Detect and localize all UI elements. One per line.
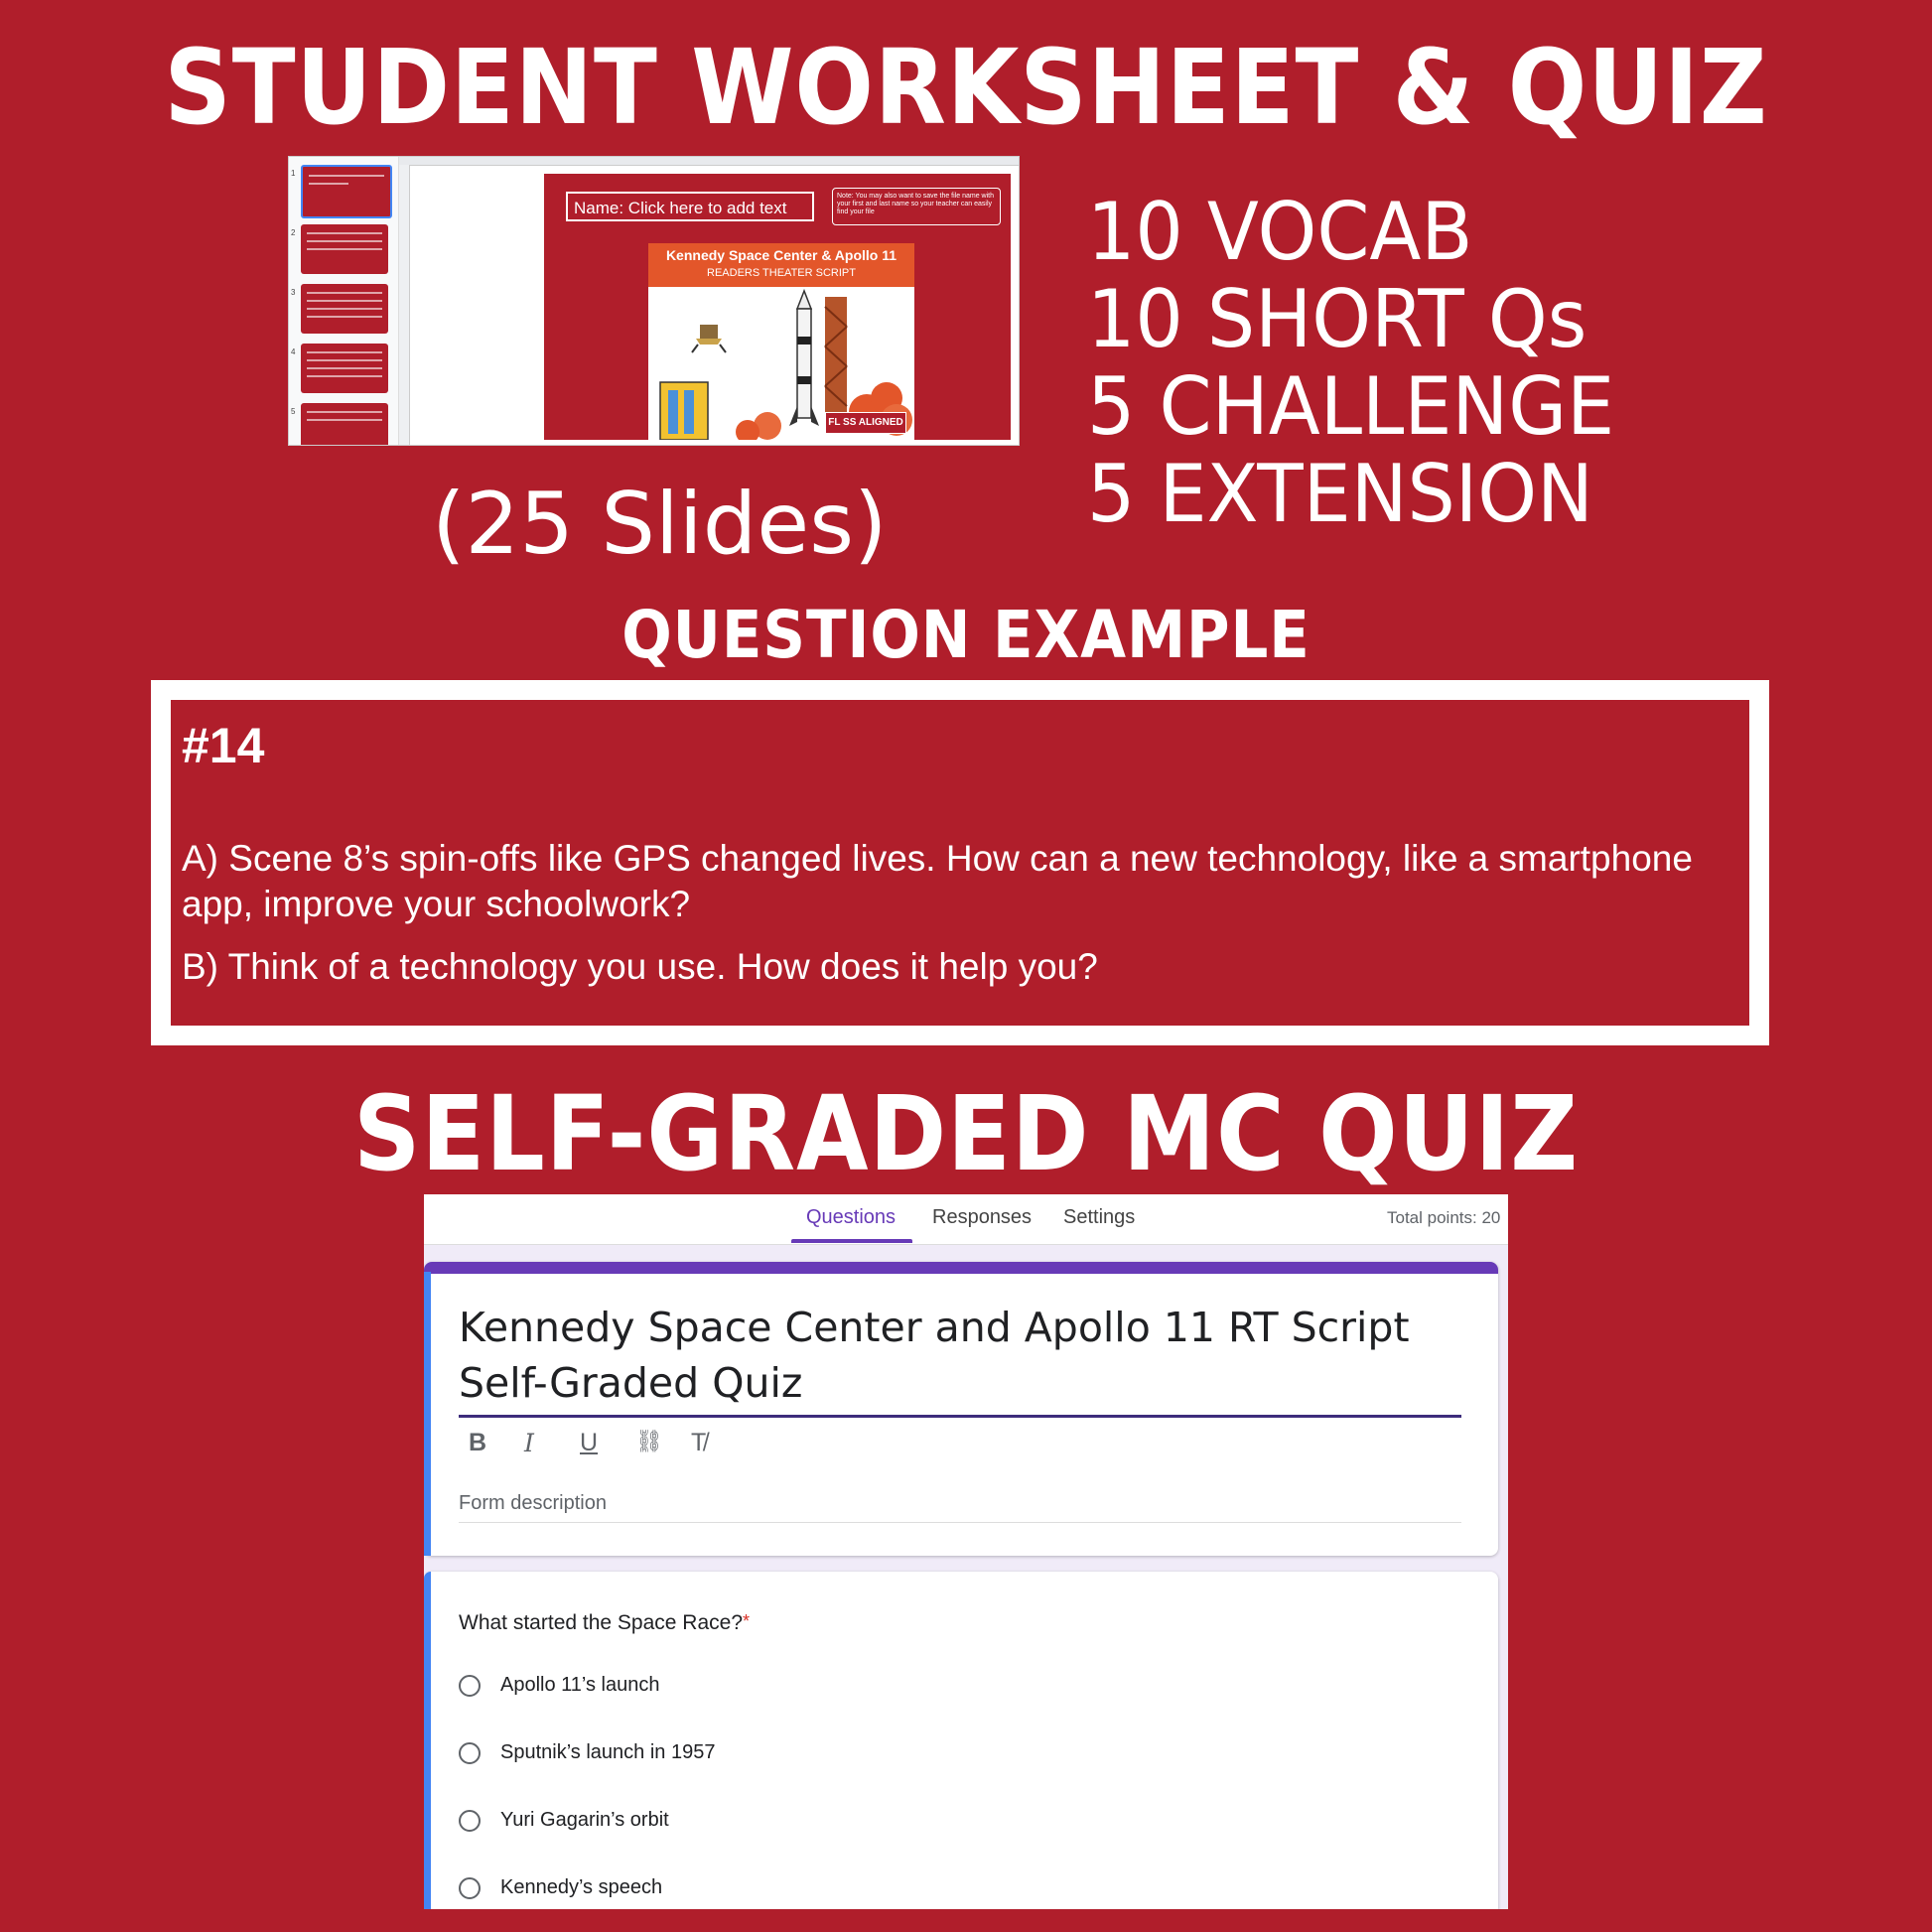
form-title-card — [424, 1262, 1498, 1556]
slide-thumbnail[interactable] — [301, 403, 388, 446]
italic-button[interactable]: I — [524, 1429, 534, 1457]
thumb-number: 2 — [291, 228, 296, 237]
slide-thumbnail[interactable] — [301, 284, 388, 334]
launch-tower-icon — [825, 297, 847, 426]
tab-settings[interactable]: Settings — [1063, 1206, 1136, 1228]
radio-button[interactable] — [459, 1810, 481, 1832]
option-label: Yuri Gagarin’s orbit — [500, 1809, 669, 1831]
bold-button[interactable]: B — [469, 1429, 487, 1456]
question-part-a: A) Scene 8’s spin-offs like GPS changed lives. How can a new technology, like a smartphone app, improve your schoolwork? — [182, 838, 1693, 924]
form-description-input[interactable]: Form description — [459, 1492, 607, 1514]
link-icon[interactable]: ⛓ — [635, 1429, 663, 1453]
slide-thumbnail[interactable] — [301, 165, 392, 218]
form-title-input[interactable]: Kennedy Space Center and Apollo 11 RT Script Self-Graded Quiz — [459, 1304, 1410, 1407]
description-underline — [459, 1522, 1461, 1523]
current-slide[interactable] — [542, 172, 1013, 442]
thumb-number: 4 — [291, 347, 296, 356]
required-indicator: * — [743, 1611, 751, 1631]
active-tab-indicator — [791, 1239, 912, 1243]
saturn-v-rocket-icon — [789, 291, 819, 426]
slide-thumbnail[interactable] — [301, 224, 388, 274]
radio-button[interactable] — [459, 1675, 481, 1697]
vab-building-icon — [660, 382, 708, 440]
stat-extension: 5 EXTENSION — [1087, 448, 1593, 540]
question-card-focus-bar — [424, 1572, 431, 1909]
title-card-accent — [424, 1262, 1498, 1274]
thumb-number: 1 — [291, 169, 296, 178]
underline-button[interactable]: U — [580, 1429, 599, 1456]
page-title: STUDENT WORKSHEET & QUIZ — [164, 27, 1768, 148]
clear-formatting-icon[interactable]: T̸ — [691, 1429, 707, 1456]
tab-responses[interactable]: Responses — [932, 1206, 1033, 1228]
option-label: Apollo 11’s launch — [500, 1674, 660, 1696]
stat-short-questions: 10 SHORT Qs — [1087, 273, 1587, 365]
radio-button[interactable] — [459, 1877, 481, 1899]
tab-questions[interactable]: Questions — [806, 1206, 897, 1228]
ruler-horizontal — [399, 157, 1019, 166]
lunar-lander-icon — [692, 325, 726, 352]
ruler-vertical — [399, 165, 410, 445]
slide-thumbnail[interactable] — [301, 344, 388, 393]
question-part-b: B) Think of a technology you use. How does it help you? — [182, 946, 1098, 987]
title-underline — [459, 1415, 1461, 1418]
content-stats — [1087, 186, 1642, 540]
cover-subtitle: READERS THEATER SCRIPT — [707, 267, 856, 279]
script-cover-image — [648, 243, 914, 440]
question-example-heading: QUESTION EXAMPLE — [621, 597, 1311, 673]
option-label: Sputnik’s launch in 1957 — [500, 1741, 716, 1763]
radio-button[interactable] — [459, 1742, 481, 1764]
question-title — [459, 1611, 750, 1635]
slides-count-label: (25 Slides) — [432, 475, 888, 574]
title-card-focus-bar — [424, 1272, 431, 1556]
name-textbox[interactable]: Name: Click here to add text — [566, 192, 814, 221]
note-textbox: Note: You may also want to save the file name with your first and last name so your teacher can easily find your file — [832, 188, 1001, 225]
thumb-number: 3 — [291, 288, 296, 297]
form-tab-bar — [424, 1194, 1508, 1245]
question-number: #14 — [182, 718, 265, 773]
stat-vocab: 10 VOCAB — [1087, 186, 1473, 278]
slides-editor-screenshot — [288, 156, 1020, 446]
question-card — [424, 1572, 1498, 1909]
fl-ss-aligned-badge: FL SS ALIGNED — [825, 412, 906, 434]
mc-quiz-heading: SELF-GRADED MC QUIZ — [353, 1073, 1579, 1194]
total-points: Total points: 20 — [1387, 1208, 1501, 1227]
thumb-number: 5 — [291, 407, 296, 416]
google-forms-screenshot — [424, 1194, 1508, 1909]
cover-title: Kennedy Space Center & Apollo 11 — [665, 247, 897, 263]
stat-challenge: 5 CHALLENGE — [1087, 360, 1615, 453]
slide-thumbnail-rail — [289, 157, 399, 445]
question-text: What started the Space Race? — [459, 1611, 743, 1634]
option-label: Kennedy’s speech — [500, 1876, 663, 1898]
